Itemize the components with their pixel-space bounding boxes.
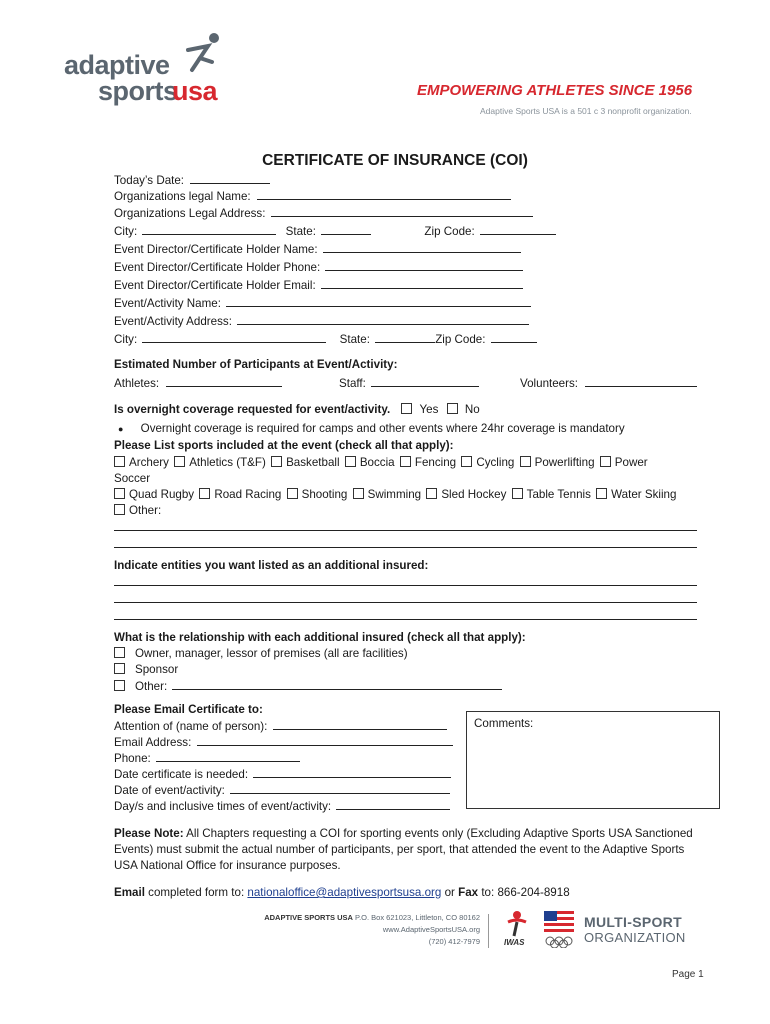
event-city-row bbox=[114, 330, 537, 348]
city-label: City: bbox=[114, 225, 138, 238]
page-title: CERTIFICATE OF INSURANCE (COI) bbox=[262, 152, 528, 169]
event-zip-label: Zip Code: bbox=[435, 333, 486, 346]
overnight-no-label: No bbox=[464, 403, 480, 416]
sport-boccia: Boccia bbox=[359, 456, 395, 469]
org-address-input[interactable] bbox=[271, 204, 533, 217]
todays-date-input[interactable] bbox=[190, 171, 270, 184]
sled-hockey-checkbox[interactable] bbox=[426, 488, 437, 499]
note-line-3: USA National Office for insurance purposes. bbox=[114, 859, 341, 872]
footer-address: P.O. Box 621023, Littleton, CO 80162 bbox=[352, 913, 480, 922]
sports-other-line-1[interactable] bbox=[114, 530, 697, 531]
overnight-note-text: Overnight coverage is required for camps and other events where 24hr coverage is mandatory bbox=[140, 422, 625, 435]
multisport-line-1: MULTI-SPORT bbox=[584, 914, 682, 930]
us-flag-icon bbox=[544, 911, 574, 933]
footer-address-block bbox=[264, 912, 480, 948]
relationship-other-input[interactable] bbox=[172, 677, 502, 690]
fencing-checkbox[interactable] bbox=[400, 456, 411, 467]
swimming-checkbox[interactable] bbox=[353, 488, 364, 499]
email-cert-heading: Please Email Certificate to: bbox=[114, 703, 263, 716]
event-city-label: City: bbox=[114, 333, 138, 346]
table-tennis-checkbox[interactable] bbox=[512, 488, 523, 499]
footer-divider bbox=[488, 914, 489, 948]
sports-row-2 bbox=[114, 486, 676, 503]
submit-line bbox=[114, 884, 570, 901]
additional-insured-line-1[interactable] bbox=[114, 585, 697, 586]
state-input[interactable] bbox=[321, 222, 371, 235]
powerlifting-checkbox[interactable] bbox=[520, 456, 531, 467]
athlete-figure-icon bbox=[178, 28, 226, 78]
event-state-label: State: bbox=[339, 333, 370, 346]
sport-archery: Archery bbox=[129, 456, 169, 469]
power-soccer-checkbox[interactable] bbox=[600, 456, 611, 467]
event-name-input[interactable] bbox=[226, 294, 531, 307]
archery-checkbox[interactable] bbox=[114, 456, 125, 467]
relationship-opt-owner bbox=[114, 645, 408, 662]
additional-insured-line-3[interactable] bbox=[114, 619, 697, 620]
additional-insured-line-2[interactable] bbox=[114, 602, 697, 603]
event-address-input[interactable] bbox=[237, 312, 529, 325]
date-needed-label: Date certificate is needed: bbox=[114, 768, 249, 781]
iwas-logo bbox=[498, 910, 538, 950]
sport-basketball: Basketball bbox=[286, 456, 340, 469]
sport-quad-rugby: Quad Rugby bbox=[129, 488, 195, 501]
state-label: State: bbox=[285, 225, 316, 238]
sport-shooting: Shooting bbox=[301, 488, 348, 501]
sport-powerlifting: Powerlifting bbox=[534, 456, 595, 469]
tagline: EMPOWERING ATHLETES SINCE 1956 bbox=[417, 82, 693, 99]
road-racing-checkbox[interactable] bbox=[199, 488, 210, 499]
sport-fencing: Fencing bbox=[414, 456, 457, 469]
org-address-label: Organizations Legal Address: bbox=[114, 207, 266, 220]
footer-org-line bbox=[264, 912, 480, 924]
org-name-label: Organizations legal Name: bbox=[114, 190, 251, 203]
event-city-input[interactable] bbox=[142, 330, 326, 343]
relationship-opt-other bbox=[114, 677, 502, 695]
sport-road-racing: Road Racing bbox=[214, 488, 282, 501]
overnight-yes-label: Yes bbox=[419, 403, 439, 416]
additional-insured-heading: Indicate entities you want listed as an additional insured: bbox=[114, 559, 429, 572]
sport-table-tennis: Table Tennis bbox=[526, 488, 591, 501]
boccia-checkbox[interactable] bbox=[345, 456, 356, 467]
volunteers-row bbox=[520, 374, 697, 392]
event-name-label: Event/Activity Name: bbox=[114, 297, 221, 310]
overnight-question: Is overnight coverage requested for event/activity. bbox=[114, 403, 391, 416]
org-address-row bbox=[114, 204, 533, 222]
quad-rugby-checkbox[interactable] bbox=[114, 488, 125, 499]
page-number: Page 1 bbox=[672, 969, 704, 980]
event-address-row bbox=[114, 312, 529, 330]
director-email-label: Event Director/Certificate Holder Email: bbox=[114, 279, 316, 292]
national-office-email-link[interactable]: nationaloffice@adaptivesportsusa.org bbox=[247, 886, 442, 899]
note-line-2: Events) must submit the actual number of participants, per sport, that attended the event to the Adaptive Sports bbox=[114, 843, 685, 856]
submit-email-label: Email bbox=[114, 886, 145, 899]
sports-row-1 bbox=[114, 454, 648, 471]
multisport-line-2: ORGANIZATION bbox=[584, 930, 686, 945]
sport-cycling: Cycling bbox=[476, 456, 515, 469]
note-label: Please Note: bbox=[114, 827, 184, 840]
overnight-note bbox=[118, 420, 625, 438]
athletics-checkbox[interactable] bbox=[174, 456, 185, 467]
sport-power: Power bbox=[614, 456, 648, 469]
relationship-other-label: Other: bbox=[135, 680, 168, 693]
date-needed-input[interactable] bbox=[253, 765, 451, 778]
director-phone-input[interactable] bbox=[325, 258, 523, 271]
bullet-icon: ● bbox=[118, 424, 124, 434]
city-input[interactable] bbox=[142, 222, 276, 235]
sport-other-label: Other: bbox=[129, 504, 162, 517]
athletes-row bbox=[114, 374, 282, 392]
cycling-checkbox[interactable] bbox=[461, 456, 472, 467]
logo bbox=[64, 44, 234, 114]
director-email-row bbox=[114, 276, 523, 294]
submit-fax-number: to: 866-204-8918 bbox=[478, 886, 570, 899]
days-times-input[interactable] bbox=[336, 797, 450, 810]
relationship-heading: What is the relationship with each additional insured (check all that apply): bbox=[114, 631, 526, 644]
owner-label: Owner, manager, lessor of premises (all are facilities) bbox=[135, 647, 408, 660]
org-name-input[interactable] bbox=[257, 187, 511, 200]
director-phone-row bbox=[114, 258, 523, 276]
owner-checkbox[interactable] bbox=[114, 647, 125, 658]
zip-label: Zip Code: bbox=[424, 225, 475, 238]
logo-line-usa: usa bbox=[172, 76, 218, 106]
shooting-checkbox[interactable] bbox=[287, 488, 298, 499]
logo-line-adaptive: adaptive bbox=[64, 50, 170, 80]
sports-other-row bbox=[114, 502, 161, 519]
days-times-label: Day/s and inclusive times of event/activity: bbox=[114, 800, 332, 813]
sport-soccer: Soccer bbox=[114, 472, 151, 485]
director-email-input[interactable] bbox=[321, 276, 523, 289]
sport-sled-hockey: Sled Hockey bbox=[441, 488, 507, 501]
athletes-label: Athletes: bbox=[114, 377, 160, 390]
staff-label: Staff: bbox=[339, 377, 366, 390]
subtagline: Adaptive Sports USA is a 501 c 3 nonprofit organization. bbox=[480, 106, 692, 116]
comments-box[interactable] bbox=[466, 711, 720, 809]
overnight-yes-checkbox[interactable] bbox=[401, 403, 412, 414]
submit-mid-text: completed form to: bbox=[144, 886, 248, 899]
volunteers-label: Volunteers: bbox=[520, 377, 579, 390]
sports-heading: Please List sports included at the event (check all that apply): bbox=[114, 439, 454, 452]
director-name-row bbox=[114, 240, 521, 258]
other-sport-checkbox[interactable] bbox=[114, 504, 125, 515]
todays-date-label: Today’s Date: bbox=[114, 174, 185, 187]
event-address-label: Event/Activity Address: bbox=[114, 315, 232, 328]
relationship-other-checkbox[interactable] bbox=[114, 680, 125, 691]
attention-label: Attention of (name of person): bbox=[114, 720, 268, 733]
sport-swimming: Swimming bbox=[367, 488, 422, 501]
basketball-checkbox[interactable] bbox=[271, 456, 282, 467]
submit-fax-label: Fax bbox=[458, 886, 479, 899]
sports-other-line-2[interactable] bbox=[114, 547, 697, 548]
sponsor-label: Sponsor bbox=[135, 663, 179, 676]
email-address-label: Email Address: bbox=[114, 736, 192, 749]
event-zip-input[interactable] bbox=[491, 330, 537, 343]
zip-input[interactable] bbox=[480, 222, 556, 235]
usopc-logo bbox=[544, 911, 574, 949]
phone-label: Phone: bbox=[114, 752, 151, 765]
submit-or-text: or bbox=[441, 886, 459, 899]
athletes-input[interactable] bbox=[166, 374, 282, 387]
overnight-no-checkbox[interactable] bbox=[447, 403, 458, 414]
event-name-row bbox=[114, 294, 531, 312]
note-text-1: All Chapters requesting a COI for sporting events only (Excluding Adaptive Sports USA Sanctioned bbox=[183, 827, 693, 840]
volunteers-input[interactable] bbox=[585, 374, 697, 387]
note-line-1 bbox=[114, 825, 693, 842]
director-name-label: Event Director/Certificate Holder Name: bbox=[114, 243, 318, 256]
sport-athletics: Athletics (T&F) bbox=[189, 456, 266, 469]
days-times-row bbox=[114, 797, 450, 815]
overnight-row bbox=[114, 401, 480, 418]
footer-phone: (720) 412-7979 bbox=[428, 937, 480, 946]
relationship-opt-sponsor bbox=[114, 661, 178, 678]
participants-heading: Estimated Number of Participants at Event/Activity: bbox=[114, 358, 398, 371]
staff-row bbox=[339, 374, 479, 392]
director-name-input[interactable] bbox=[323, 240, 521, 253]
email-address-input[interactable] bbox=[197, 733, 453, 746]
logo-line-sports: sports bbox=[98, 76, 178, 106]
footer-org-name: ADAPTIVE SPORTS USA bbox=[264, 913, 353, 922]
staff-input[interactable] bbox=[371, 374, 479, 387]
footer-web: www.AdaptiveSportsUSA.org bbox=[382, 925, 480, 934]
date-event-label: Date of event/activity: bbox=[114, 784, 225, 797]
iwas-label: IWAS bbox=[504, 938, 525, 947]
comments-label: Comments: bbox=[474, 717, 534, 730]
date-event-input[interactable] bbox=[230, 781, 450, 794]
org-name-row bbox=[114, 187, 511, 205]
sponsor-checkbox[interactable] bbox=[114, 663, 125, 674]
iwas-figure-icon bbox=[502, 910, 532, 940]
director-phone-label: Event Director/Certificate Holder Phone: bbox=[114, 261, 321, 274]
sport-water-skiing: Water Skiing bbox=[611, 488, 677, 501]
org-city-row bbox=[114, 222, 556, 240]
phone-input[interactable] bbox=[156, 749, 300, 762]
olympic-rings-icon bbox=[544, 936, 574, 948]
attention-input[interactable] bbox=[273, 717, 447, 730]
event-state-input[interactable] bbox=[375, 330, 435, 343]
water-skiing-checkbox[interactable] bbox=[596, 488, 607, 499]
